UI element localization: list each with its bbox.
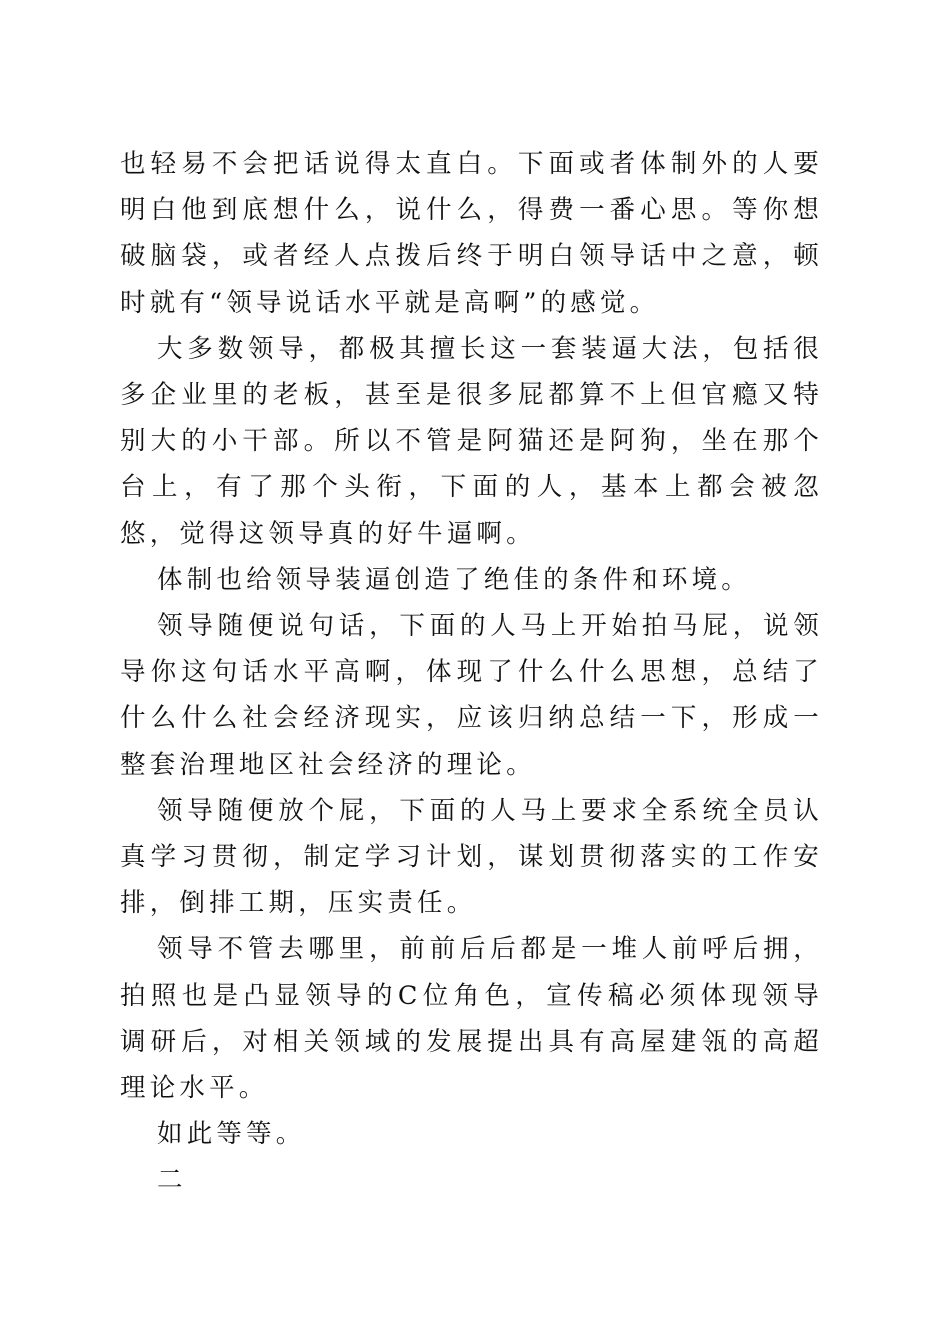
document-body bbox=[120, 141, 823, 1204]
paragraph-continuation: 也轻易不会把话说得太直白。下面或者体制外的人要明白他到底想什么，说什么，得费一番心思。等你想破脑袋，或者经人点拨后终于明白领导话中之意，顿时就有“领导说话水平就是高啊”的感觉。 bbox=[120, 149, 823, 318]
paragraph: 体制也给领导装逼创造了绝佳的条件和环境。 bbox=[157, 564, 752, 595]
paragraph: 领导随便说句话，下面的人马上开始拍马屁，说领导你这句话水平高啊，体现了什么什么思想，总结了什么什么社会经济现实，应该归纳总结一下，形成一整套治理地区社会经济的理论。 bbox=[120, 611, 823, 780]
paragraph: 领导不管去哪里，前前后后都是一堆人前呼后拥，拍照也是凸显领导的C位角色，宣传稿必须体现领导调研后，对相关领域的发展提出具有高屋建瓴的高超理论水平。 bbox=[120, 934, 823, 1104]
paragraph: 如此等等。 bbox=[157, 1119, 306, 1150]
paragraph: 大多数领导，都极其擅长这一套装逼大法，包括很多企业里的老板，甚至是很多屁都算不上但官瘾又特别大的小干部。所以不管是阿猫还是阿狗，坐在那个台上，有了那个头衔，下面的人，基本上都会被忽悠，觉得这领导真的好牛逼啊。 bbox=[120, 333, 823, 549]
section-heading: 二 bbox=[157, 1165, 187, 1196]
paragraph: 领导随便放个屁，下面的人马上要求全系统全员认真学习贯彻，制定学习计划，谋划贯彻落实的工作安排，倒排工期，压实责任。 bbox=[120, 795, 823, 919]
